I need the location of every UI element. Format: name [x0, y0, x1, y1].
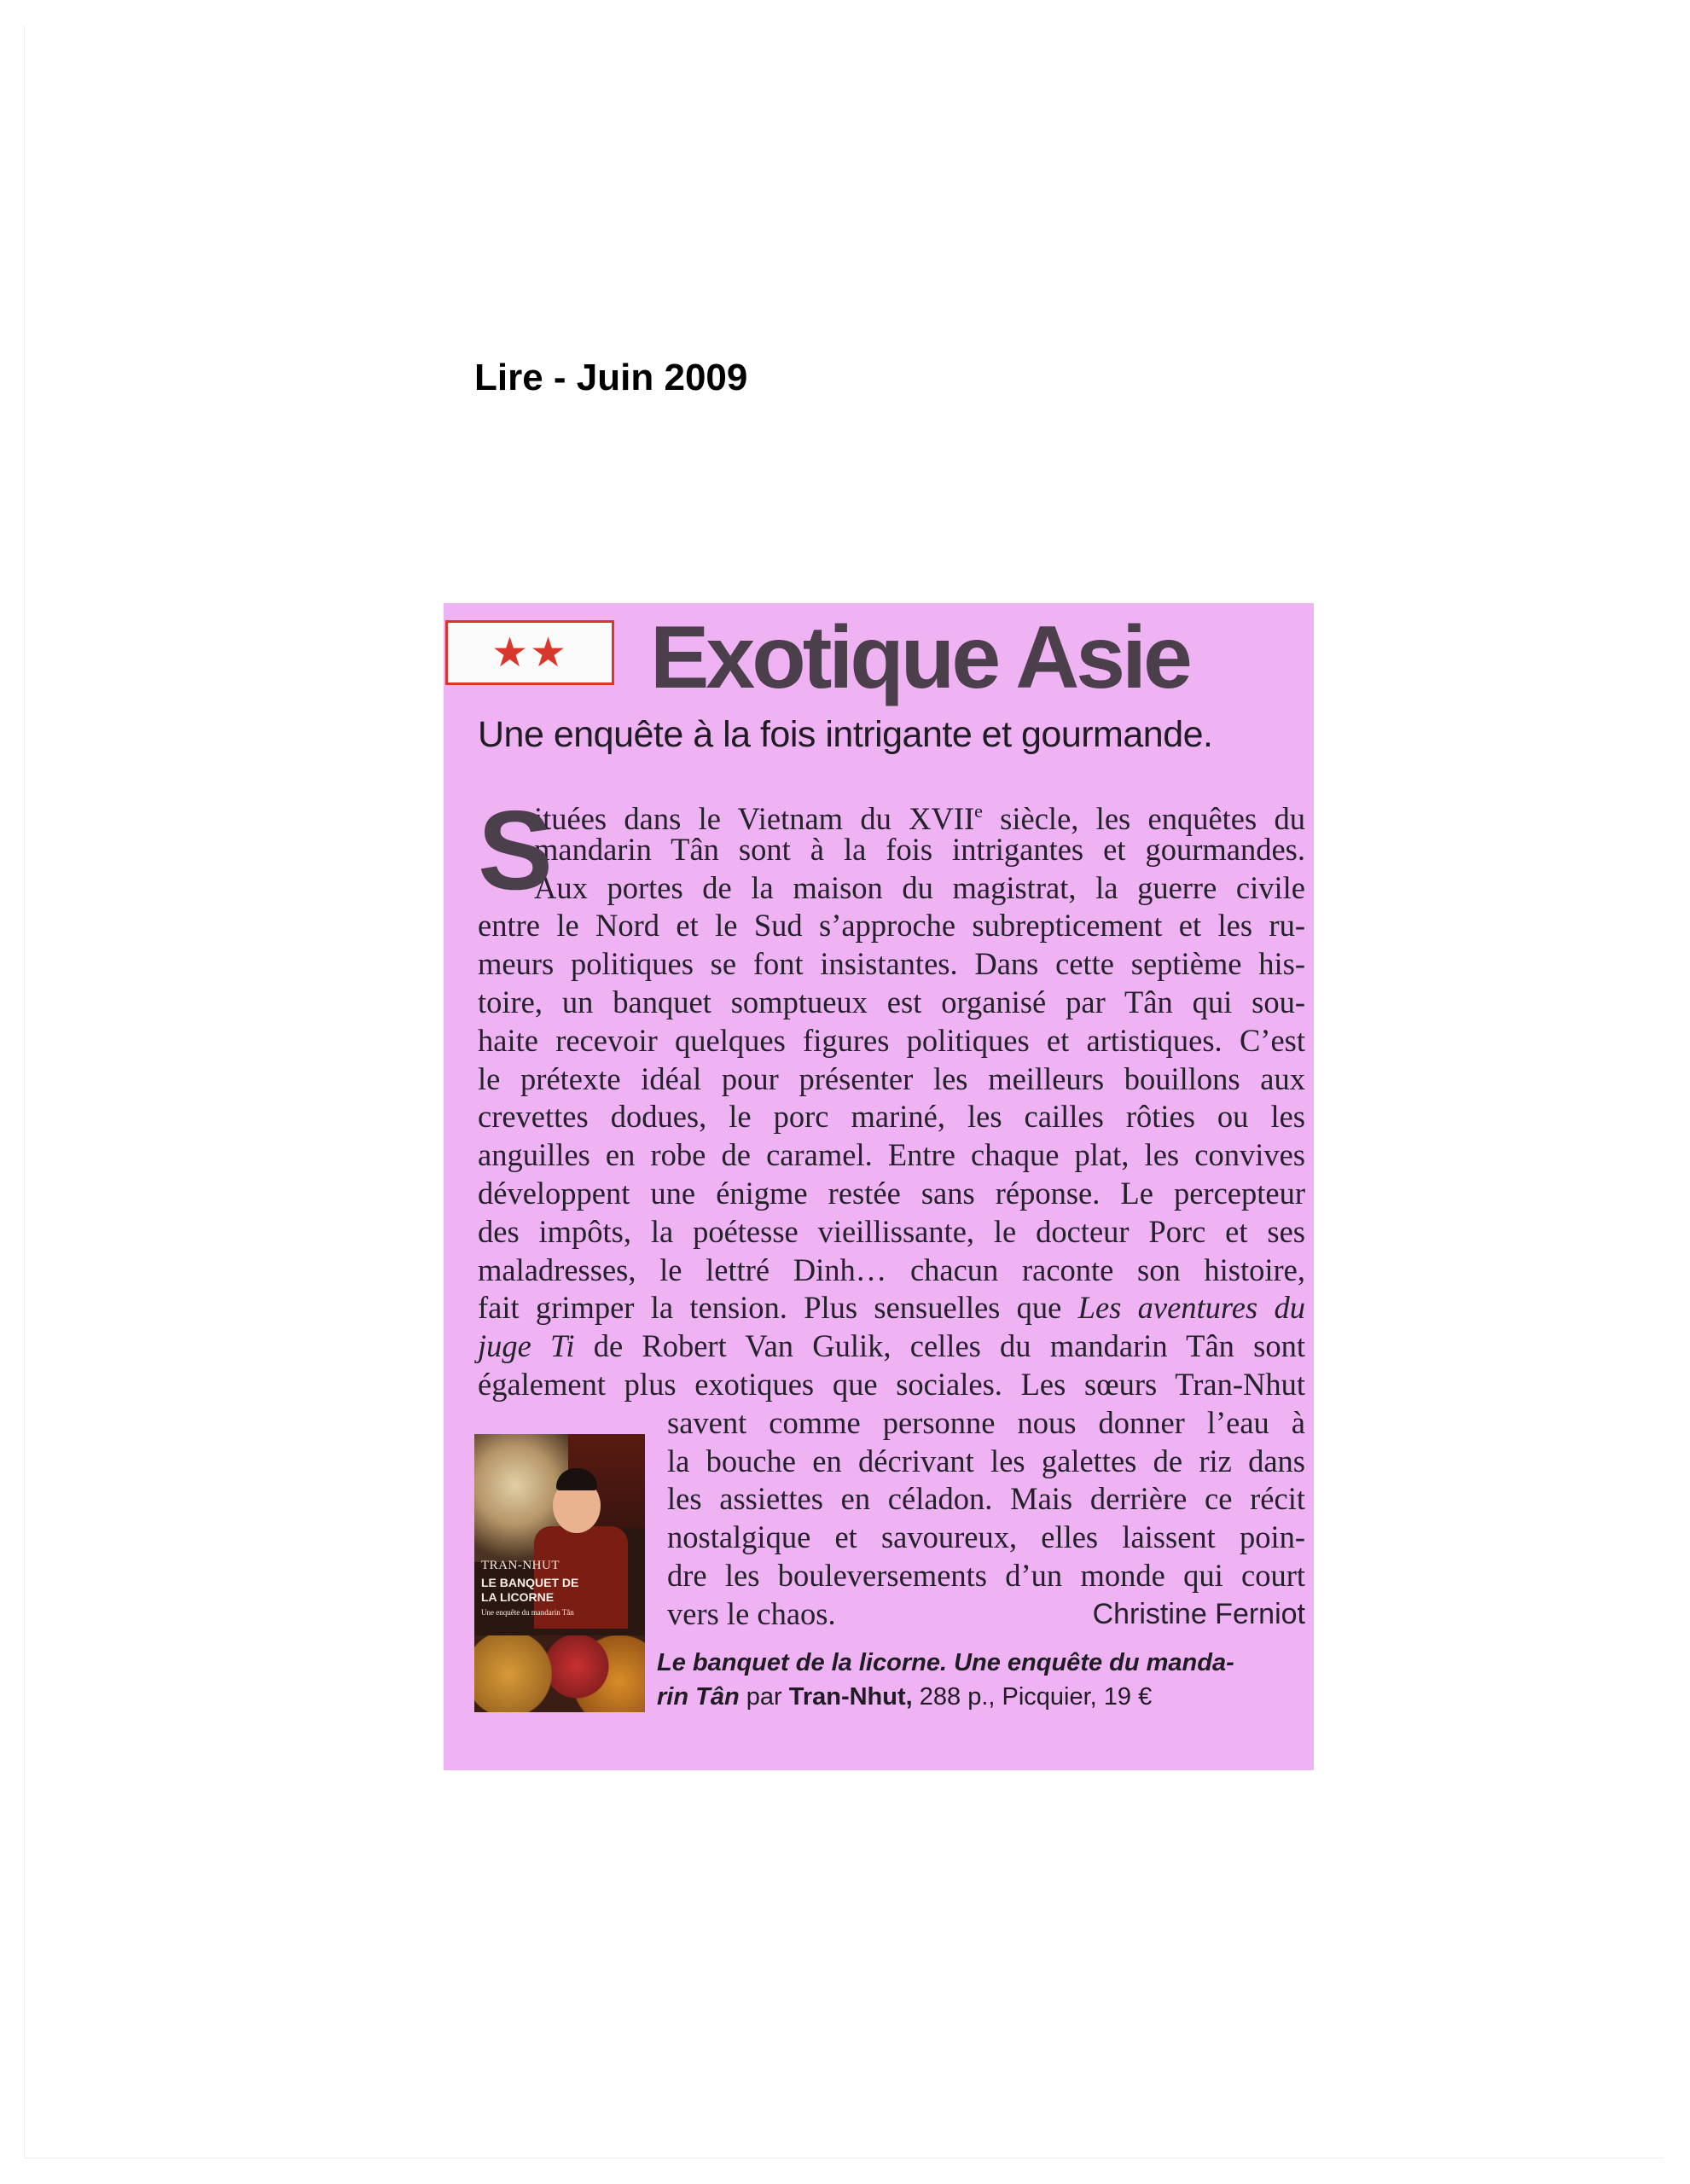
cover-title: LE BANQUET DE LA LICORNE [481, 1576, 579, 1604]
book-cover-image [474, 1434, 645, 1712]
source-label: Lire - Juin 2009 [474, 357, 748, 398]
body-line: crevettes dodues, le porc mariné, les cailles rôties ou les [478, 1099, 1305, 1135]
book-caption: Le banquet de la licorne. Une enquête du manda- rin Tân par Tran-Nhut, 288 p., Picquier, 19 € [657, 1649, 1234, 1711]
book-title: Le banquet de la licorne. Une enquête du manda- [657, 1649, 1234, 1676]
body-line: mandarin Tân sont à la fois intrigantes et gourmandes. [534, 831, 1305, 867]
body-line: juge Ti de Robert Van Gulik, celles du mandarin Tân sont [478, 1328, 1305, 1364]
body-line: les assiettes en céladon. Mais derrière ce récit [667, 1481, 1305, 1517]
body-line: la bouche en décrivant les galettes de riz dans [667, 1443, 1305, 1478]
body-line: haite recevoir quelques figures politiques et artistiques. C’est [478, 1022, 1305, 1058]
article-author: Christine Ferniot [1092, 1597, 1305, 1630]
body-line: toire, un banquet somptueux est organisé par Tân qui sou- [478, 984, 1305, 1019]
body-line: ituées dans le Vietnam du XVIIe siècle, les enquêtes du [534, 800, 1305, 836]
body-line: fait grimper la tension. Plus sensuelles que Les aventures du [478, 1290, 1305, 1326]
body-line: vers le chaos. Christine Ferniot [478, 1595, 1305, 1634]
body-line: savent comme personne nous donner l’eau à [667, 1404, 1305, 1440]
body-line: Aux portes de la maison du magistrat, la guerre civile [534, 869, 1305, 905]
body-line: également plus exotiques que sociales. Les sœurs Tran-Nhut [478, 1366, 1305, 1402]
body-line: dre les bouleversements d’un monde qui court [667, 1557, 1305, 1593]
body-line: maladresses, le lettré Dinh… chacun raconte son histoire, [478, 1252, 1305, 1287]
cover-author: TRAN-NHUT [481, 1559, 560, 1572]
book-title-cont: rin Tân [657, 1683, 740, 1711]
rating-stars: ★★ [445, 620, 614, 685]
body-line: entre le Nord et le Sud s’approche subrepticement et les ru- [478, 908, 1305, 944]
body-line: nostalgique et savoureux, elles laissent poin- [667, 1519, 1305, 1555]
body-line: le prétexte idéal pour présenter les meilleurs bouillons aux [478, 1060, 1305, 1096]
article-subtitle: Une enquête à la fois intrigante et gourmande. [478, 714, 1213, 755]
article-clipping [444, 603, 1314, 1770]
body-line: développent une énigme restée sans réponse. Le percepteur [478, 1175, 1305, 1211]
article-headline: Exotique Asie [650, 608, 1189, 707]
book-author: Tran-Nhut, [788, 1683, 913, 1711]
body-line: des impôts, la poétesse vieillissante, le docteur Porc et ses [478, 1213, 1305, 1249]
drop-cap: S [478, 787, 554, 913]
body-line: anguilles en robe de caramel. Entre chaque plat, les convives [478, 1137, 1305, 1173]
book-details: 288 p., Picquier, 19 € [912, 1683, 1153, 1711]
body-line: meurs politiques se font insistantes. Dans cette septième his- [478, 946, 1305, 982]
cover-subtitle: Une enquête du mandarin Tân [481, 1608, 574, 1617]
